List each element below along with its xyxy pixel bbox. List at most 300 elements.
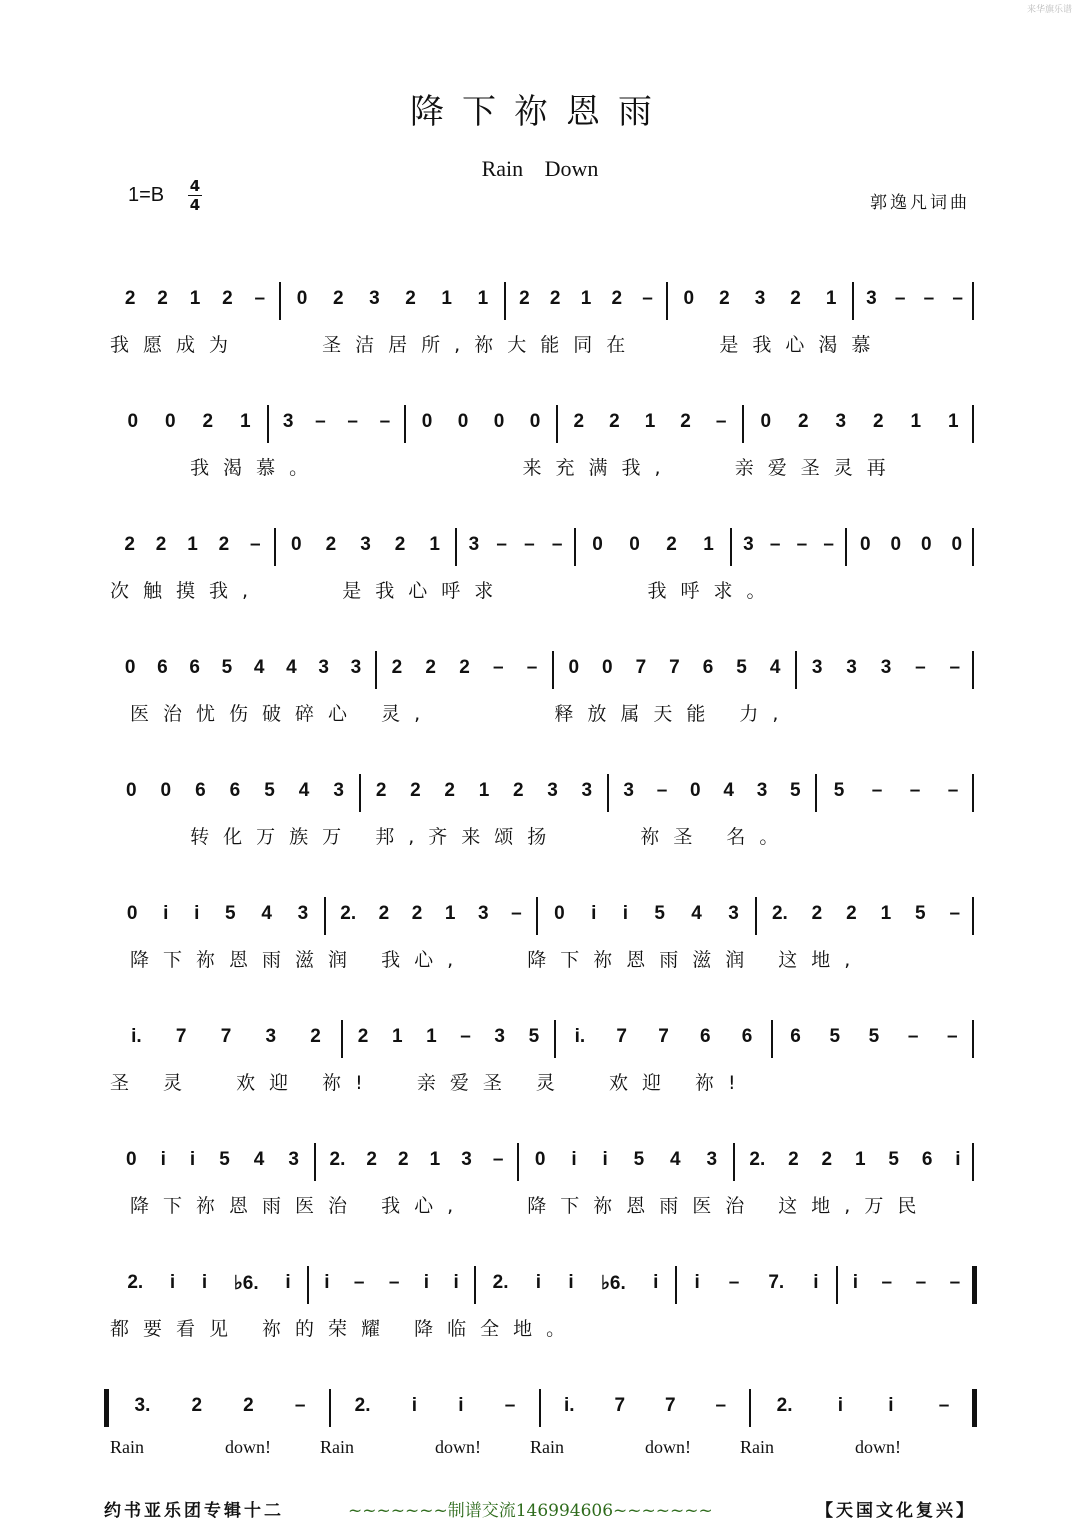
barline xyxy=(341,1020,343,1058)
barline xyxy=(539,1389,541,1427)
barline xyxy=(375,651,377,689)
note: 0 xyxy=(126,903,138,924)
note: i xyxy=(955,1149,961,1170)
end-barline xyxy=(972,282,974,320)
note: i xyxy=(837,1395,844,1416)
notes-line xyxy=(110,897,976,937)
song-title: 降下祢恩雨 xyxy=(410,92,670,132)
note: i xyxy=(169,1272,176,1293)
note: 2 xyxy=(425,657,436,678)
note: i xyxy=(888,1395,894,1416)
note: 2. xyxy=(492,1272,509,1293)
note: i xyxy=(653,1272,659,1293)
note: 6 xyxy=(229,780,241,801)
barline xyxy=(795,651,797,689)
note: 2 xyxy=(357,1026,369,1047)
note: 2. xyxy=(749,1149,766,1170)
note: 0 xyxy=(124,657,136,678)
note: 4 xyxy=(723,780,734,801)
note: 1 xyxy=(391,1026,403,1047)
note: 6 xyxy=(790,1026,801,1047)
note: – xyxy=(769,534,781,555)
note: 4 xyxy=(286,657,297,678)
end-barline xyxy=(972,1266,977,1304)
note: i xyxy=(163,903,169,924)
note: 3 xyxy=(835,411,847,432)
note: 5 xyxy=(225,903,236,924)
note: 1 xyxy=(880,903,892,924)
note: 2 xyxy=(375,780,387,801)
note: – xyxy=(524,534,535,555)
note: – xyxy=(915,657,926,678)
note: 2 xyxy=(666,534,677,555)
note: 2 xyxy=(411,903,423,924)
measure xyxy=(312,1272,471,1300)
note: 2 xyxy=(310,1026,321,1047)
notes-line xyxy=(110,651,976,691)
note: 6 xyxy=(699,1026,711,1047)
note: i xyxy=(571,1149,577,1170)
note: 2 xyxy=(788,1149,799,1170)
lyric-word: Rain xyxy=(110,1437,144,1457)
barline xyxy=(314,1143,316,1181)
barline xyxy=(404,405,406,443)
note: – xyxy=(907,1026,919,1047)
note: 3 xyxy=(282,411,294,432)
lyrics-line: 医治忧伤破碎心 灵, 释放属天能 力, xyxy=(110,703,793,725)
note: 1 xyxy=(429,534,440,555)
note: 4 xyxy=(691,903,702,924)
note: 5 xyxy=(790,780,801,801)
note: i xyxy=(160,1149,166,1170)
measure xyxy=(509,288,663,316)
note: 4 xyxy=(253,1149,265,1170)
measure xyxy=(114,1149,311,1177)
lyrics-line: 降下祢恩雨医治 我心, 降下祢恩雨医治 这地,万民 xyxy=(110,1195,931,1217)
end-barline xyxy=(972,1020,974,1058)
lyrics-line: 我渴慕。 来充满我, 亲爱圣灵再 xyxy=(110,457,900,479)
note: 3. xyxy=(134,1395,151,1416)
note: i xyxy=(458,1395,464,1416)
measure xyxy=(479,1272,672,1300)
note: 2. xyxy=(771,903,788,924)
note: 2 xyxy=(519,288,530,309)
barline xyxy=(666,282,668,320)
note: 7 xyxy=(220,1026,232,1047)
note: – xyxy=(504,1395,516,1416)
note: i xyxy=(189,1149,196,1170)
note: 0 xyxy=(592,534,603,555)
note: 3 xyxy=(728,903,739,924)
song-subtitle: Rain Down xyxy=(481,156,599,181)
note: i. xyxy=(563,1395,575,1416)
measure xyxy=(114,1272,304,1300)
note: 0 xyxy=(127,411,139,432)
measure xyxy=(114,411,264,439)
notes-line xyxy=(110,1143,976,1183)
note: 0 xyxy=(296,288,308,309)
note: 2 xyxy=(444,780,455,801)
note: 5 xyxy=(888,1149,899,1170)
measure xyxy=(284,288,501,316)
measure xyxy=(841,1272,972,1300)
note: 7 xyxy=(658,1026,669,1047)
note: – xyxy=(656,780,668,801)
note: 5 xyxy=(219,1149,230,1170)
note: – xyxy=(551,534,563,555)
note: 3 xyxy=(756,780,768,801)
measure xyxy=(747,411,972,439)
note: 3 xyxy=(880,657,892,678)
note: 4 xyxy=(261,903,272,924)
note: 1 xyxy=(910,411,922,432)
lyric-word: Rain xyxy=(740,1437,774,1457)
note: 0 xyxy=(920,534,932,555)
note: 1 xyxy=(239,411,251,432)
note: 0 xyxy=(683,288,695,309)
meter-bottom: 4 xyxy=(189,196,201,214)
note: 2 xyxy=(719,288,730,309)
measure xyxy=(319,1149,514,1177)
note: 3 xyxy=(350,657,362,678)
note: 5 xyxy=(868,1026,880,1047)
note: 6 xyxy=(702,657,714,678)
note: 3 xyxy=(369,288,380,309)
note: 3 xyxy=(547,780,558,801)
note: 2 xyxy=(797,411,809,432)
note: 3 xyxy=(581,780,593,801)
lyrics-line: 都要看见 祢的荣耀 降临全地。 xyxy=(110,1318,580,1340)
note: 3 xyxy=(288,1149,299,1170)
end-barline xyxy=(972,1389,977,1427)
note: – xyxy=(894,288,906,309)
note: 3 xyxy=(754,288,766,309)
note: 5 xyxy=(736,657,747,678)
note: 0 xyxy=(164,411,176,432)
end-barline xyxy=(972,528,974,566)
note: 5 xyxy=(829,1026,841,1047)
measure xyxy=(460,534,571,562)
note: 2 xyxy=(459,657,470,678)
note: 2 xyxy=(391,657,403,678)
lyric-word: down! xyxy=(225,1437,271,1457)
measure xyxy=(541,903,752,931)
note: 1 xyxy=(644,411,656,432)
measure xyxy=(800,657,972,685)
measure xyxy=(680,1272,833,1300)
note: 0 xyxy=(568,657,580,678)
note: 4 xyxy=(253,657,265,678)
note: 3 xyxy=(866,288,877,309)
note: 6 xyxy=(195,780,206,801)
barline xyxy=(504,282,506,320)
note: 7. xyxy=(768,1272,785,1293)
note: – xyxy=(823,534,834,555)
barline xyxy=(536,897,538,935)
note: 6 xyxy=(741,1026,753,1047)
measure xyxy=(409,411,553,439)
note: 0 xyxy=(951,534,963,555)
note: 2. xyxy=(329,1149,346,1170)
note: 7 xyxy=(616,1026,627,1047)
measure xyxy=(114,1395,326,1423)
note: 2 xyxy=(394,534,406,555)
note: 3 xyxy=(318,657,329,678)
note: 7 xyxy=(175,1026,187,1047)
measure xyxy=(776,1026,972,1054)
note: 2 xyxy=(611,288,623,309)
lyric-word: Rain xyxy=(530,1437,564,1457)
note: 1 xyxy=(477,288,489,309)
note: 7 xyxy=(669,657,680,678)
note: 1 xyxy=(580,288,592,309)
end-barline xyxy=(972,651,974,689)
note: – xyxy=(460,1026,471,1047)
note: – xyxy=(947,780,959,801)
note: 1 xyxy=(441,288,452,309)
note: 5 xyxy=(633,1149,645,1170)
note: 7 xyxy=(614,1395,626,1416)
measure xyxy=(114,657,372,685)
barline xyxy=(517,1143,519,1181)
note: 2 xyxy=(191,1395,203,1416)
note: 2. xyxy=(776,1395,793,1416)
note: 3 xyxy=(494,1026,505,1047)
note: 2 xyxy=(609,411,620,432)
note: i xyxy=(201,1272,208,1293)
barline xyxy=(552,651,554,689)
time-signature xyxy=(188,178,202,213)
measure xyxy=(850,534,972,562)
note: 0 xyxy=(890,534,902,555)
note: 5 xyxy=(915,903,926,924)
note: 0 xyxy=(534,1149,546,1170)
note: 0 xyxy=(690,780,701,801)
barline xyxy=(307,1266,309,1304)
note: 5 xyxy=(833,780,845,801)
note: 6 xyxy=(157,657,168,678)
note: 7 xyxy=(635,657,647,678)
note: 2 xyxy=(846,903,857,924)
note: 2 xyxy=(573,411,585,432)
note: 0 xyxy=(760,411,772,432)
note: – xyxy=(881,1272,893,1293)
note: i xyxy=(813,1272,819,1293)
note: – xyxy=(715,411,727,432)
note: – xyxy=(642,288,653,309)
note: 5 xyxy=(654,903,665,924)
composer-credit: 郭逸凡词曲 xyxy=(870,193,970,213)
note: 2 xyxy=(155,534,167,555)
note: 0 xyxy=(493,411,505,432)
note: 0 xyxy=(629,534,640,555)
lyrics-line: 降下祢恩雨滋润 我心, 降下祢恩雨滋润 这地, xyxy=(110,949,865,971)
measure xyxy=(364,780,604,808)
note: 2 xyxy=(872,411,884,432)
note: 0 xyxy=(126,1149,137,1170)
note: – xyxy=(347,411,358,432)
repeat-start-barline xyxy=(104,1389,109,1427)
note: – xyxy=(938,1395,950,1416)
note: i xyxy=(591,903,597,924)
barline xyxy=(742,405,744,443)
measure xyxy=(522,1149,730,1177)
measure xyxy=(346,1026,551,1054)
barline xyxy=(556,405,558,443)
note: – xyxy=(949,1272,961,1293)
note: 2 xyxy=(222,288,233,309)
measure xyxy=(738,1149,972,1177)
measure xyxy=(579,534,727,562)
note: i xyxy=(568,1272,574,1293)
note: 2 xyxy=(243,1395,254,1416)
note: 4 xyxy=(769,657,781,678)
note: – xyxy=(254,288,266,309)
notes-line xyxy=(110,1020,976,1060)
note: i xyxy=(622,903,628,924)
note: 2 xyxy=(124,534,135,555)
barline xyxy=(279,282,281,320)
barline xyxy=(852,282,854,320)
note: 7 xyxy=(664,1395,676,1416)
barline xyxy=(845,528,847,566)
notes-line xyxy=(110,405,976,445)
note: – xyxy=(715,1395,727,1416)
note: 3 xyxy=(846,657,857,678)
barline xyxy=(733,1143,735,1181)
note: 3 xyxy=(265,1026,277,1047)
note: 0 xyxy=(602,657,613,678)
note: 1 xyxy=(947,411,959,432)
note: – xyxy=(909,780,921,801)
meter-top: 4 xyxy=(189,177,201,195)
note: 3 xyxy=(477,903,489,924)
measure xyxy=(671,288,849,316)
note: 0 xyxy=(421,411,433,432)
measure xyxy=(559,1026,768,1054)
note: – xyxy=(315,411,326,432)
lyrics-line-english xyxy=(110,1437,976,1467)
barline xyxy=(274,528,276,566)
note: – xyxy=(388,1272,400,1293)
note: – xyxy=(949,657,961,678)
note: 1 xyxy=(444,903,456,924)
note: 1 xyxy=(478,780,490,801)
note: i xyxy=(324,1272,330,1293)
footer-album: 约书亚乐团专辑十二 xyxy=(104,1501,284,1521)
note: i xyxy=(411,1395,418,1416)
measure xyxy=(612,780,812,808)
note: – xyxy=(728,1272,740,1293)
barline xyxy=(324,897,326,935)
note: – xyxy=(294,1395,306,1416)
measure xyxy=(114,903,321,931)
note: 2 xyxy=(790,288,801,309)
lyrics-line: 圣 灵 欢迎 祢! 亲爱圣 灵 欢迎 祢! xyxy=(110,1072,750,1094)
lyric-word: Rain xyxy=(320,1437,354,1457)
note: – xyxy=(496,534,507,555)
note: 1 xyxy=(854,1149,866,1170)
measure xyxy=(557,657,792,685)
barline xyxy=(771,1020,773,1058)
note: – xyxy=(796,534,808,555)
barline xyxy=(836,1266,838,1304)
note: – xyxy=(511,903,522,924)
note: – xyxy=(492,1149,504,1170)
note: 2 xyxy=(157,288,168,309)
note: – xyxy=(871,780,883,801)
note: 0 xyxy=(457,411,469,432)
footer-contact: ~~~~~~~制谱交流146994606~~~~~~~ xyxy=(348,1501,713,1521)
lyric-word: down! xyxy=(645,1437,691,1457)
note: – xyxy=(947,1026,958,1047)
notes-line xyxy=(110,774,976,814)
end-barline xyxy=(972,1143,974,1181)
key-signature: 1=B xyxy=(128,184,165,206)
note: 5 xyxy=(264,780,275,801)
note: 5 xyxy=(528,1026,540,1047)
note: 2. xyxy=(127,1272,144,1293)
measure xyxy=(114,1026,338,1054)
measure xyxy=(380,657,549,685)
note: 0 xyxy=(859,534,871,555)
barline xyxy=(755,897,757,935)
lyric-word: down! xyxy=(855,1437,901,1457)
measure xyxy=(279,534,452,562)
watermark-stamp: 来华旗乐谱 xyxy=(1026,5,1072,15)
note: i xyxy=(453,1272,459,1293)
note: i xyxy=(535,1272,542,1293)
note: 3 xyxy=(468,534,480,555)
measure xyxy=(820,780,972,808)
notes-line xyxy=(110,1266,976,1306)
measure xyxy=(544,1395,746,1423)
note: 2 xyxy=(512,780,524,801)
note: 2. xyxy=(340,903,357,924)
note: 0 xyxy=(160,780,172,801)
note: 5 xyxy=(221,657,233,678)
note: – xyxy=(952,288,963,309)
note: 0 xyxy=(291,534,302,555)
measure xyxy=(857,288,972,316)
barline xyxy=(730,528,732,566)
measure xyxy=(760,903,972,931)
note: ♭6. xyxy=(233,1273,259,1294)
note: 2 xyxy=(398,1149,409,1170)
measure xyxy=(329,903,533,931)
note: 2 xyxy=(811,903,823,924)
footer-tagline: 【天国文化复兴】 xyxy=(816,1501,976,1521)
note: 4 xyxy=(298,780,310,801)
note: 3 xyxy=(706,1149,718,1170)
note: – xyxy=(249,534,261,555)
barline xyxy=(675,1266,677,1304)
barline xyxy=(554,1020,556,1058)
note: 3 xyxy=(461,1149,472,1170)
measure xyxy=(334,1395,536,1423)
note: i. xyxy=(131,1026,142,1047)
note: 2 xyxy=(405,288,416,309)
note: i. xyxy=(574,1026,586,1047)
note: 0 xyxy=(529,411,541,432)
note: 2 xyxy=(366,1149,377,1170)
note: 2 xyxy=(325,534,337,555)
note: – xyxy=(379,411,391,432)
note: 3 xyxy=(333,780,344,801)
note: 1 xyxy=(429,1149,441,1170)
note: 3 xyxy=(811,657,823,678)
note: – xyxy=(493,657,504,678)
